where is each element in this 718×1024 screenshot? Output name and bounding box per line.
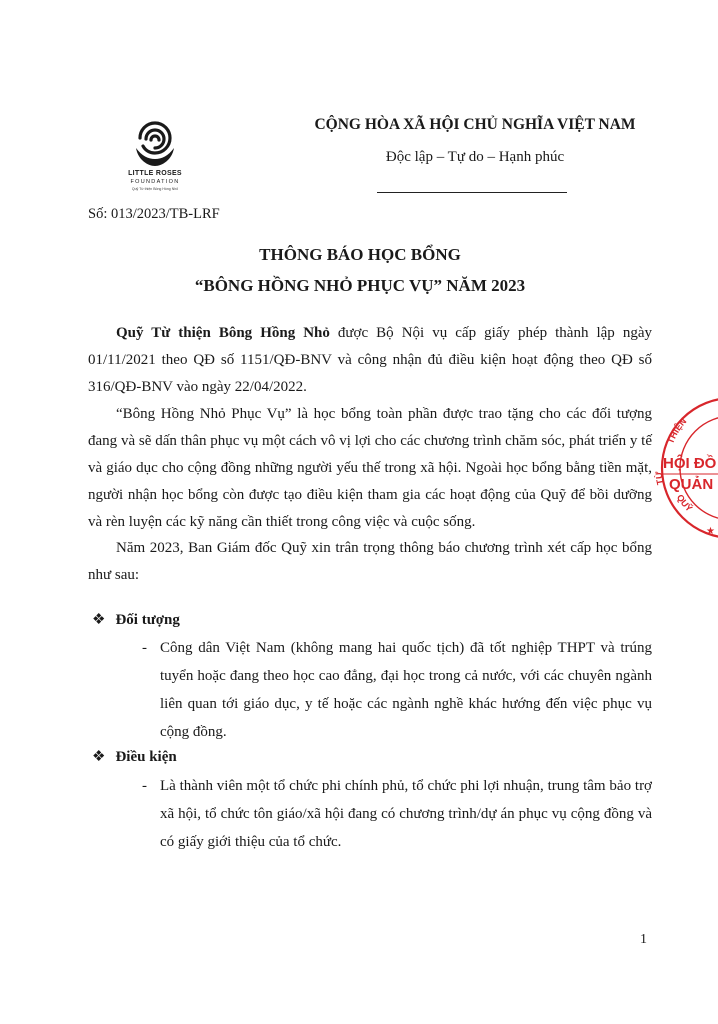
stamp-star-icon: ★ <box>706 526 715 537</box>
logo-tagline: Quỹ Từ thiện Bông Hồng Nhỏ <box>131 187 179 191</box>
diamond-bullet-icon: ❖ <box>92 749 106 765</box>
stamp-line-1: HỘI ĐỒ <box>663 455 717 472</box>
section-title: Điều kiện <box>115 749 177 765</box>
svg-text:QUỸ <box>675 493 694 514</box>
section-title: Đối tượng <box>115 612 180 628</box>
document-title: THÔNG BÁO HỌC BỔNG <box>259 245 461 264</box>
intro-paragraph <box>88 320 652 401</box>
foundation-name: Quỹ Từ thiện Bông Hồng Nhỏ <box>116 325 330 341</box>
document-subtitle: “BÔNG HỒNG NHỎ PHỤC VỤ” NĂM 2023 <box>194 276 526 295</box>
conditions-item <box>142 772 652 856</box>
motto-underline <box>377 192 567 193</box>
red-seal-stamp <box>652 386 718 546</box>
stamp-arc-top: THIỆN <box>665 416 689 446</box>
conditions-text: Là thành viên một tổ chức phi chính phủ, tổ chức phi lợi nhuận, trung tâm bảo trợ xã hội, tổ chức tôn giáo/xã hội đang có chương trình/dự án phục vụ cộng đồng và có giấy giới thiệu của tổ chức. <box>160 778 652 850</box>
section-heading-eligibility <box>92 610 180 629</box>
document-number: Số: 013/2023/TB-LRF <box>88 206 220 222</box>
eligibility-text: Công dân Việt Nam (không mang hai quốc tịch) đã tốt nghiệp THPT và trúng tuyển hoặc đang theo học cao đẳng, đại học trong cả nước, với các chuyên ngành liên quan tới giáo dục, y tế hoặc các ngành nghề khác hướng đến việc phục vụ cộng đồng. <box>160 640 652 740</box>
dash-marker: - <box>142 640 147 656</box>
scholarship-description: “Bông Hồng Nhỏ Phục Vụ” là học bổng toàn phần được trao tặng cho các đối tượng đang và sẽ dấn thân phục vụ một cách vô vị lợi cho các chương trình chăm sóc, phát triển y tế và giáo dục cho cộng đồng những người yếu thế trong xã hội. Ngoài học bổng bằng tiền mặt, người nhận học bổng còn được tạo điều kiện tham gia các hoạt động của Quỹ để bồi dưỡng và rèn luyện các kỹ năng cần thiết trong công việc và cuộc sống. <box>88 406 652 530</box>
section-heading-conditions <box>92 747 177 766</box>
diamond-bullet-icon: ❖ <box>92 612 106 628</box>
svg-text:THIỆN <box>665 416 688 445</box>
dash-marker: - <box>142 778 147 794</box>
page-number: 1 <box>640 932 647 947</box>
national-motto: Độc lập – Tự do – Hạnh phúc <box>385 149 565 165</box>
svg-text:TỪ <box>653 470 666 485</box>
rose-logo-icon <box>118 108 192 170</box>
stamp-arc-bottom: QUỸ <box>674 492 695 514</box>
foundation-logo <box>118 108 192 196</box>
nation-heading: CỘNG HÒA XÃ HỘI CHỦ NGHĨA VIỆT NAM <box>314 116 636 133</box>
announcement-paragraph: Năm 2023, Ban Giám đốc Quỹ xin trân trọng thông báo chương trình xét cấp học bổng như sau: <box>88 540 652 583</box>
eligibility-item <box>142 634 652 746</box>
stamp-line-2: QUẢN <box>669 476 714 493</box>
stamp-arc-left: TỪ <box>653 471 666 486</box>
logo-subtitle: FOUNDATION <box>130 179 180 185</box>
logo-title: LITTLE ROSES <box>128 170 182 177</box>
intro-text: được Bộ Nội vụ cấp giấy phép thành lập ngày 01/11/2021 theo QĐ số 1151/QĐ-BNV và công nhận đủ điều kiện hoạt động theo QĐ số 316/QĐ-BNV vào ngày 22/04/2022. <box>88 325 652 395</box>
